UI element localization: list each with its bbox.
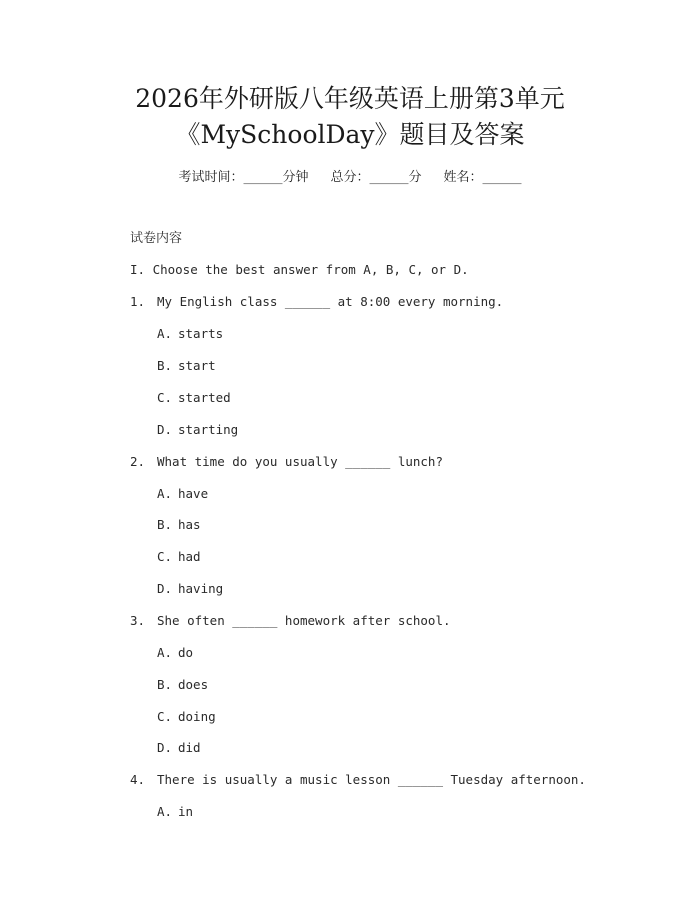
option-text: start bbox=[178, 358, 216, 373]
question-2-option-b bbox=[157, 516, 201, 534]
question-3-option-c bbox=[157, 708, 216, 726]
question-text: What time do you usually ______ lunch? bbox=[157, 454, 443, 469]
question-text: There is usually a music lesson ______ Tuesday afternoon. bbox=[157, 772, 586, 787]
option-text: had bbox=[178, 549, 201, 564]
question-text: My English class ______ at 8:00 every morning. bbox=[157, 294, 504, 309]
exam-time-label: 考试时间：______分钟 bbox=[178, 170, 309, 185]
question-3-option-a bbox=[157, 644, 193, 662]
option-letter: C. bbox=[157, 709, 173, 724]
question-1-option-a bbox=[157, 325, 223, 343]
question-3-option-b bbox=[157, 676, 208, 694]
option-letter: B. bbox=[157, 358, 173, 373]
option-letter: C. bbox=[157, 390, 173, 405]
option-letter: A. bbox=[157, 326, 173, 341]
question-3-option-d bbox=[157, 739, 201, 757]
option-letter: A. bbox=[157, 486, 173, 501]
option-text: started bbox=[178, 390, 231, 405]
instruction-line: I. Choose the best answer from A, B, C, or D. bbox=[130, 262, 469, 277]
question-1 bbox=[130, 293, 503, 311]
option-letter: A. bbox=[157, 645, 173, 660]
exam-meta bbox=[0, 168, 700, 188]
option-letter: B. bbox=[157, 517, 173, 532]
question-number: 3. bbox=[130, 613, 146, 628]
document-title-line-1: 2026年外研版八年级英语上册第3单元 bbox=[135, 84, 565, 113]
option-letter: D. bbox=[157, 740, 173, 755]
option-text: starting bbox=[178, 422, 239, 437]
option-text: does bbox=[178, 677, 209, 692]
option-letter: A. bbox=[157, 804, 173, 819]
question-1-option-b bbox=[157, 357, 216, 375]
total-score-label: 总分：______分 bbox=[330, 170, 422, 185]
question-2-option-a bbox=[157, 485, 208, 503]
question-2 bbox=[130, 453, 443, 471]
question-4-option-a bbox=[157, 803, 193, 821]
question-1-option-d bbox=[157, 421, 238, 439]
question-number: 4. bbox=[130, 772, 146, 787]
option-text: in bbox=[178, 804, 194, 819]
option-letter: C. bbox=[157, 549, 173, 564]
section-heading: 试卷内容 bbox=[130, 231, 183, 246]
option-letter: D. bbox=[157, 422, 173, 437]
question-2-option-c bbox=[157, 548, 201, 566]
question-text: She often ______ homework after school. bbox=[157, 613, 451, 628]
question-number: 2. bbox=[130, 454, 146, 469]
option-text: doing bbox=[178, 709, 216, 724]
option-text: has bbox=[178, 517, 201, 532]
question-3 bbox=[130, 612, 451, 630]
option-text: starts bbox=[178, 326, 224, 341]
option-letter: D. bbox=[157, 581, 173, 596]
option-text: do bbox=[178, 645, 194, 660]
question-4 bbox=[130, 771, 586, 789]
option-letter: B. bbox=[157, 677, 173, 692]
option-text: have bbox=[178, 486, 209, 501]
student-name-label: 姓名：______ bbox=[443, 170, 522, 185]
option-text: did bbox=[178, 740, 201, 755]
question-2-option-d bbox=[157, 580, 223, 598]
question-1-option-c bbox=[157, 389, 231, 407]
question-number: 1. bbox=[130, 294, 146, 309]
option-text: having bbox=[178, 581, 224, 596]
document-title-line-2: 《MySchoolDay》题目及答案 bbox=[175, 120, 525, 149]
